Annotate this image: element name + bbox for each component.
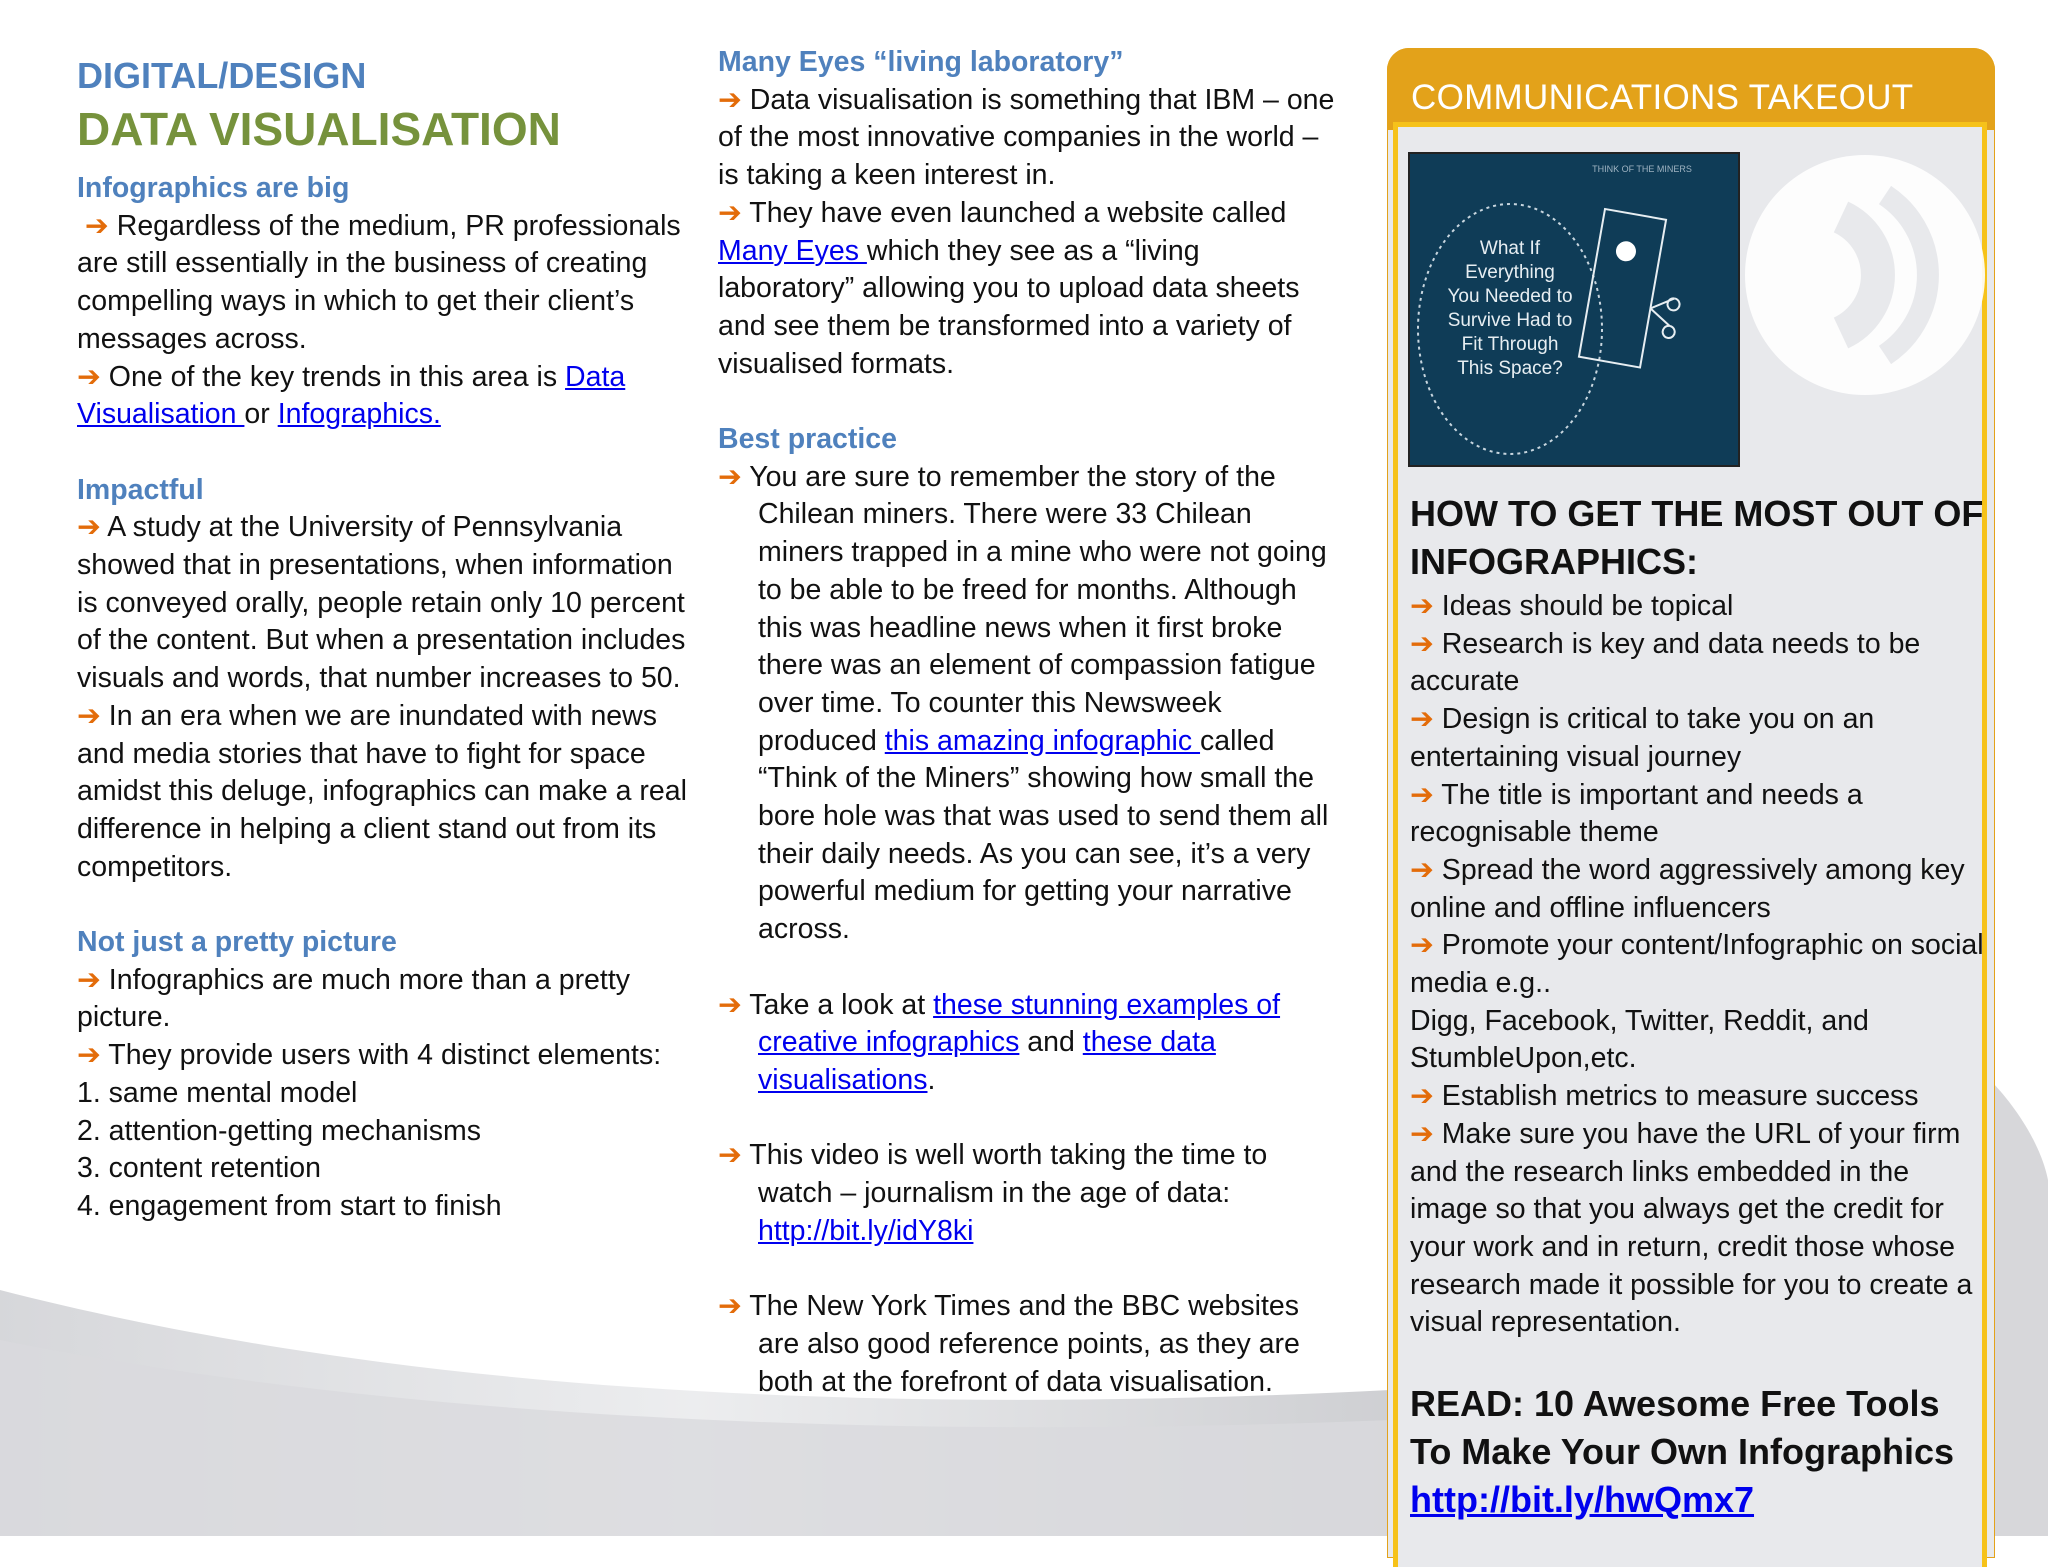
arrow-right-icon: ➔ bbox=[1410, 627, 1434, 660]
paragraph: Chilean miners. There were 33 Chilean miners trapped in a mine who were not going to be able to be freed for months. Although this was headline news when it first broke there was an element of compassion fatigue over time. To counter this Newsweek produced this amazing infographic called “Think of the Miners” showing how small the bore hole was that was used to send them all their daily needs. As you can see, it’s a very powerful medium for getting your narrative across. bbox=[758, 498, 1329, 946]
arrow-right-icon: ➔ bbox=[84, 209, 109, 242]
paragraph: ➔ A study at the University of Pennsylvania showed that in presentations, when information is conveyed orally, people retain only 10 percent of the content. But when a presentation includes visuals and words, that number increases to 50. bbox=[77, 511, 686, 695]
arrow-right-icon: ➔ bbox=[77, 963, 101, 996]
paragraph: ➔ Data visualisation is something that IBM – one of the most innovative companies in the world – is taking a keen interest in. bbox=[718, 83, 1335, 192]
sound-wave-icon bbox=[1745, 155, 1985, 395]
list-item: 2. attention-getting mechanisms bbox=[77, 1114, 481, 1147]
infographics-link[interactable]: Infographics. bbox=[277, 398, 441, 431]
thumbnail-line: Survive Had to bbox=[1447, 310, 1573, 331]
list-item: 3. content retention bbox=[77, 1152, 322, 1185]
data-visualisation-link[interactable]: Data Visualisation bbox=[77, 360, 626, 431]
tip-item: ➔ Spread the word aggressively among key online and offline influencers bbox=[1410, 853, 1965, 924]
arrow-right-icon: ➔ bbox=[718, 1290, 742, 1323]
miners-infographic-thumbnail[interactable] bbox=[1408, 152, 1740, 467]
arrow-right-icon: ➔ bbox=[718, 83, 742, 116]
panel-title: COMMUNICATIONS TAKEOUT bbox=[1411, 78, 1914, 117]
paragraph: ➔ The New York Times and the BBC websites are also good reference points, as they are both at the forefront of data visualisation. bbox=[718, 1290, 1300, 1398]
amazing-infographic-link[interactable]: this amazing infographic bbox=[884, 724, 1201, 757]
panel-header bbox=[1387, 48, 1995, 130]
read-title: READ: 10 Awesome Free Tools To Make Your Own Infographics bbox=[1410, 1382, 1955, 1472]
stunning-examples-link[interactable]: these stunning examples of creative infographics bbox=[758, 988, 1281, 1059]
paragraph: ➔ In an era when we are inundated with news and media stories that have to fight for space amidst this deluge, infographics can make a real difference in helping a client stand out from its competitors. bbox=[77, 699, 687, 883]
list-item: 4. engagement from start to finish bbox=[77, 1189, 502, 1222]
arrow-right-icon: ➔ bbox=[77, 1039, 101, 1072]
heading-not-just-a-pretty-picture: Not just a pretty picture bbox=[77, 926, 397, 959]
arrow-right-icon: ➔ bbox=[1410, 778, 1434, 811]
arrow-right-icon: ➔ bbox=[1410, 929, 1434, 962]
arrow-right-icon: ➔ bbox=[1410, 1117, 1434, 1150]
arrow-right-icon: ➔ bbox=[1410, 703, 1434, 736]
arrow-right-icon: ➔ bbox=[718, 988, 742, 1021]
tip-item: ➔ Ideas should be topical bbox=[1410, 590, 1734, 622]
arrow-right-icon: ➔ bbox=[1410, 1080, 1434, 1113]
takeout-content bbox=[1410, 490, 1985, 1524]
arrow-right-icon: ➔ bbox=[77, 699, 101, 732]
heading-many-eyes: Many Eyes “living laboratory” bbox=[718, 46, 1124, 78]
thumbnail-caption: THINK OF THE MINERS bbox=[1592, 164, 1692, 174]
heading-infographics-are-big: Infographics are big bbox=[77, 172, 350, 204]
thumbnail-line: What If bbox=[1479, 238, 1541, 259]
howto-title: HOW TO GET THE MOST OUT OF INFOGRAPHICS: bbox=[1410, 493, 1984, 582]
data-visualisations-link[interactable]: these data visualisations bbox=[758, 1026, 1216, 1096]
video-link[interactable]: http://bit.ly/idY8ki bbox=[758, 1214, 974, 1247]
thumbnail-line: This Space? bbox=[1457, 358, 1563, 379]
paragraph: ➔ Infographics are much more than a pretty picture. bbox=[77, 963, 630, 1034]
arrow-right-icon: ➔ bbox=[718, 1139, 742, 1172]
arrow-right-icon: ➔ bbox=[1410, 590, 1434, 622]
arrow-right-icon: ➔ bbox=[77, 360, 101, 393]
read-link[interactable]: http://bit.ly/hwQmx7 bbox=[1410, 1478, 1755, 1520]
arrow-right-icon: ➔ bbox=[77, 511, 101, 544]
social-platforms: Digg, Facebook, Twitter, Reddit, and StumbleUpon,etc. bbox=[1410, 1004, 1869, 1075]
thumbnail-line: Fit Through bbox=[1461, 334, 1559, 355]
heading-impactful: Impactful bbox=[77, 473, 204, 506]
thumbnail-line: Everything bbox=[1465, 262, 1555, 283]
tip-item: ➔ Make sure you have the URL of your firm and the research links embedded in the image so that you always get the credit for your work and in return, credit those whose research made it possible for you to create a visual representation. bbox=[1410, 1117, 1973, 1339]
tip-item: ➔ Establish metrics to measure success bbox=[1410, 1080, 1919, 1113]
arrow-right-icon: ➔ bbox=[718, 460, 742, 493]
middle-column bbox=[718, 44, 1338, 1401]
paragraph: ➔ They provide users with 4 distinct elements: bbox=[77, 1039, 662, 1072]
section-kicker: DIGITAL/DESIGN bbox=[77, 55, 367, 96]
thumbnail-line: You Needed to bbox=[1447, 286, 1573, 307]
paragraph: ➔ Regardless of the medium, PR professionals are still essentially in the business of creating compelling ways in which to get their client’s messages across. bbox=[77, 209, 681, 355]
paragraph: ➔ One of the key trends in this area is Data Visualisation or Infographics. bbox=[77, 360, 626, 431]
page-title: DATA VISUALISATION bbox=[77, 103, 561, 155]
tip-item: ➔ Promote your content/Infographic on social media e.g.. bbox=[1410, 929, 1984, 1000]
paragraph bbox=[718, 1213, 1338, 1251]
paragraph: ➔ You are sure to remember the story of the bbox=[718, 460, 1276, 493]
paragraph: ➔ They have even launched a website called Many Eyes which they see as a “living laboratory” allowing you to upload data sheets and see them be transformed into a variety of visualised formats. bbox=[718, 196, 1300, 380]
arrow-right-icon: ➔ bbox=[1410, 853, 1434, 886]
paragraph: ➔ This video is well worth taking the time to watch – journalism in the age of data: bbox=[718, 1139, 1268, 1210]
left-column bbox=[77, 52, 697, 1226]
tip-item: ➔ Research is key and data needs to be accurate bbox=[1410, 627, 1921, 698]
tip-item: ➔ The title is important and needs a recognisable theme bbox=[1410, 778, 1863, 849]
paragraph: ➔ Take a look at these stunning examples of creative infographics and these data visualisations. bbox=[718, 988, 1281, 1096]
many-eyes-link[interactable]: Many Eyes bbox=[718, 234, 867, 267]
arrow-right-icon: ➔ bbox=[718, 196, 742, 229]
list-item: 1. same mental model bbox=[77, 1076, 358, 1109]
tip-item: ➔ Design is critical to take you on an entertaining visual journey bbox=[1410, 703, 1875, 773]
heading-best-practice: Best practice bbox=[718, 423, 898, 456]
